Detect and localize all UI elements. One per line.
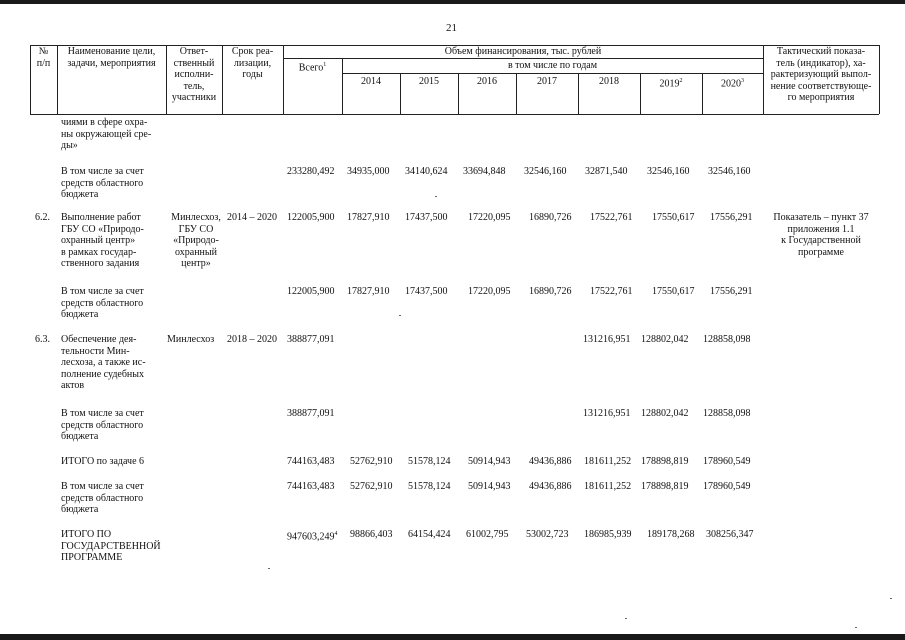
row-7-y2014: 52762,910	[350, 481, 393, 492]
row-1-y2014: 34935,000	[347, 166, 390, 177]
row-7-name: В том числе за счет средств областного бюджета	[61, 481, 144, 515]
funding-sub-line	[283, 58, 763, 59]
years-sub-line	[342, 73, 763, 74]
row-4-y2020: 128858,098	[703, 334, 751, 345]
row-4-total: 388877,091	[287, 334, 335, 345]
col-header-name: Наименование цели, задачи, мероприятия	[67, 46, 156, 69]
scan-speck	[890, 598, 892, 599]
row-1-total: 233280,492	[287, 166, 335, 177]
row-8-name: ИТОГО ПО ГОСУДАРСТВЕННОЙ ПРОГРАММЕ	[61, 529, 161, 563]
col-header-year-2015: 2015	[419, 76, 439, 87]
row-3-name: В том числе за счет средств областного бюджета	[61, 286, 144, 320]
year-2019-sup: 2	[679, 78, 683, 84]
row-5-y2019: 128802,042	[641, 408, 689, 419]
row-2-y2014: 17827,910	[347, 212, 390, 223]
row-6-y2020: 178960,549	[703, 456, 751, 467]
row-1-y2016: 33694,848	[463, 166, 506, 177]
row-6-total: 744163,483	[287, 456, 335, 467]
row-3-y2014: 17827,910	[347, 286, 390, 297]
row-2-y2016: 17220,095	[468, 212, 511, 223]
row-2-y2018: 17522,761	[590, 212, 633, 223]
year-2020-label: 2020	[721, 78, 741, 90]
row-8-y2014: 98866,403	[350, 529, 393, 540]
row-1-y2019: 32546,160	[647, 166, 690, 177]
scan-speck	[268, 568, 270, 569]
row-5-total: 388877,091	[287, 408, 335, 419]
row-2-y2017: 16890,726	[529, 212, 572, 223]
row-8-y2017: 53002,723	[526, 529, 569, 540]
row-6-name: ИТОГО по задаче 6	[61, 456, 145, 467]
row-0-name: чиями в сфере охра- ны окружающей сре- ды»	[61, 117, 152, 151]
col-header-term: Срок реа- лизации, годы	[231, 46, 274, 80]
row-3-y2019: 17550,617	[652, 286, 695, 297]
col-header-indicator: Тактический показа- тель (индикатор), ха- рактеризующий выпол- нение соответствующе- го мероприятия	[770, 46, 872, 103]
col-header-year-2017: 2017	[537, 76, 557, 87]
year-2019-label: 2019	[659, 78, 680, 90]
row-7-y2017: 49436,886	[529, 481, 572, 492]
row-8-total	[287, 529, 338, 543]
grid-line	[879, 45, 880, 114]
row-7-total: 744163,483	[287, 481, 335, 492]
year-2020-sup: 3	[741, 78, 744, 84]
row-2-responsible: Минлесхоз, ГБУ СО «Природо- охранный центр»	[171, 212, 221, 269]
row-3-y2018: 17522,761	[590, 286, 633, 297]
row-8-y2020: 308256,347	[706, 529, 754, 540]
row-8-y2019: 189178,268	[647, 529, 695, 540]
row-7-y2018: 181611,252	[584, 481, 632, 492]
row-1-y2017: 32546,160	[524, 166, 567, 177]
row-6-y2018: 181611,252	[584, 456, 632, 467]
row-2-y2020: 17556,291	[710, 212, 753, 223]
row-7-y2019: 178898,819	[641, 481, 689, 492]
row-4-y2018: 131216,951	[583, 334, 631, 345]
col-header-year-2014: 2014	[361, 76, 381, 87]
row-3-y2020: 17556,291	[710, 286, 753, 297]
row-1-y2020: 32546,160	[708, 166, 751, 177]
col-header-year-2018: 2018	[599, 76, 619, 87]
col-header-responsible: Ответ- ственный исполни- тель, участники	[171, 46, 217, 103]
bottom-border	[0, 634, 905, 640]
row-6-y2017: 49436,886	[529, 456, 572, 467]
row-7-y2016: 50914,943	[468, 481, 511, 492]
row-6-y2014: 52762,910	[350, 456, 393, 467]
row-8-y2016: 61002,795	[466, 529, 509, 540]
row-4-number: 6.3.	[35, 334, 50, 345]
row-5-y2018: 131216,951	[583, 408, 631, 419]
row-3-y2017: 16890,726	[529, 286, 572, 297]
col-header-year-2019	[640, 76, 702, 90]
top-border	[0, 0, 905, 4]
col-header-total-sup: 1	[323, 62, 327, 68]
row-6-y2016: 50914,943	[468, 456, 511, 467]
row-2-y2015: 17437,500	[405, 212, 448, 223]
row-1-y2018: 32871,540	[585, 166, 628, 177]
row-3-y2016: 17220,095	[468, 286, 511, 297]
row-2-indicator: Показатель – пункт 37 приложения 1.1 к Государственной программе	[773, 212, 869, 258]
row-8-y2015: 64154,424	[408, 529, 451, 540]
row-3-total: 122005,900	[287, 286, 335, 297]
col-header-total	[283, 60, 342, 74]
col-header-number: № п/п	[36, 46, 51, 69]
row-8-total-sup: 4	[334, 531, 338, 537]
row-8-total-value: 947603,249	[287, 531, 335, 543]
scan-speck	[435, 196, 437, 197]
row-1-y2015: 34140,624	[405, 166, 448, 177]
row-5-y2020: 128858,098	[703, 408, 751, 419]
row-1-name: В том числе за счет средств областного бюджета	[61, 166, 144, 200]
row-7-y2020: 178960,549	[703, 481, 751, 492]
row-3-y2015: 17437,500	[405, 286, 448, 297]
row-8-y2018: 186985,939	[584, 529, 632, 540]
col-header-total-label: Всего	[298, 62, 324, 74]
row-2-number: 6.2.	[35, 212, 50, 223]
header-bottom-line	[30, 114, 879, 115]
row-2-name: Выполнение работ ГБУ СО «Природо- охранный центр» в рамках государ- ственного задания	[61, 212, 144, 269]
row-2-term: 2014 – 2020	[227, 212, 277, 223]
scan-speck	[625, 618, 627, 619]
scan-speck	[399, 315, 401, 316]
row-6-y2015: 51578,124	[408, 456, 451, 467]
row-7-y2015: 51578,124	[408, 481, 451, 492]
col-header-year-2020	[702, 76, 763, 90]
row-4-y2019: 128802,042	[641, 334, 689, 345]
col-header-funding: Объем финансирования, тыс. рублей	[444, 46, 602, 57]
page-number: 21	[446, 22, 457, 34]
row-2-total: 122005,900	[287, 212, 335, 223]
row-4-term: 2018 – 2020	[227, 334, 277, 345]
row-4-responsible: Минлесхоз	[167, 334, 215, 345]
row-2-y2019: 17550,617	[652, 212, 695, 223]
row-4-name: Обеспечение дея- тельности Мин- лесхоза, а также ис- полнение судебных актов	[61, 334, 146, 391]
row-5-name: В том числе за счет средств областного бюджета	[61, 408, 144, 442]
col-header-by-years: в том числе по годам	[507, 60, 598, 71]
scan-speck	[855, 627, 857, 628]
col-header-year-2016: 2016	[477, 76, 497, 87]
row-6-y2019: 178898,819	[641, 456, 689, 467]
